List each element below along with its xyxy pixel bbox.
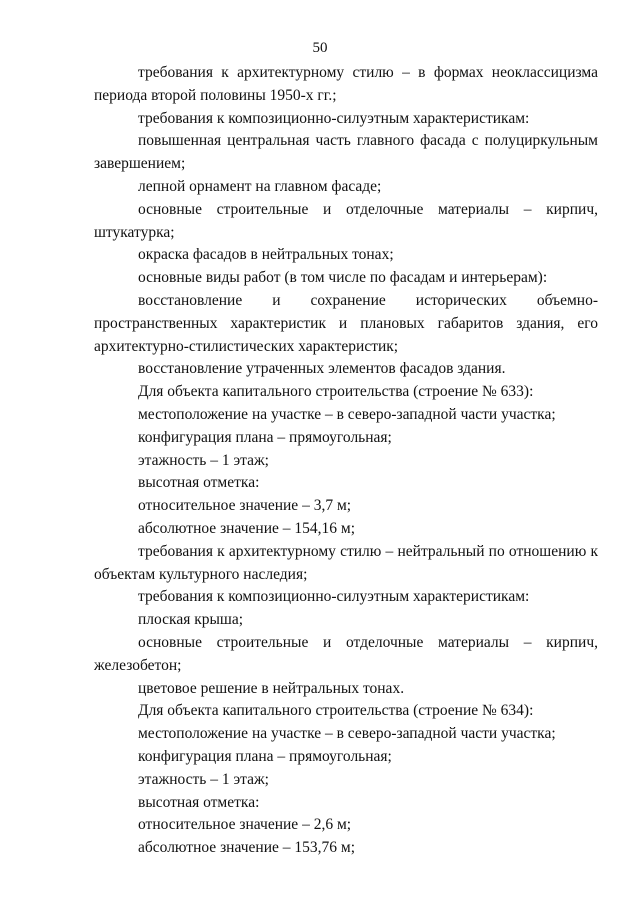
paragraph: относительное значение – 3,7 м; [138,497,352,515]
paragraph: Для объекта капитального строительства (строение № 633): [138,383,534,401]
page-number: 50 [312,40,328,56]
paragraph: местоположение на участке – в северо-западной части участка; [138,405,556,423]
paragraph: требования к композиционно-силуэтным характеристикам: [138,109,530,127]
paragraph: окраска фасадов в нейтральных тонах; [138,246,394,264]
paragraph: требования к композиционно-силуэтным характеристикам: [138,588,530,606]
paragraph: восстановление и сохранение исторических объемно-пространственных характеристик и плановых габаритов здания, его архитектурно-стилистических характеристик; [94,291,598,355]
paragraph: основные строительные и отделочные материалы – кирпич, штукатурка; [94,200,598,241]
paragraph: относительное значение – 2,6 м; [138,816,352,834]
paragraph: конфигурация плана – прямоугольная; [138,428,392,446]
paragraph: высотная отметка: [138,474,260,492]
paragraph: этажность – 1 этаж; [138,770,269,788]
paragraph: основные строительные и отделочные материалы – кирпич, железобетон; [94,633,598,674]
paragraph: конфигурация плана – прямоугольная; [138,747,392,765]
paragraph: восстановление утраченных элементов фасадов здания. [138,360,506,378]
paragraph: абсолютное значение – 153,76 м; [138,839,355,857]
paragraph: лепной орнамент на главном фасаде; [138,177,382,195]
paragraph: плоская крыша; [138,611,244,629]
paragraph: требования к архитектурному стилю – в формах неоклассицизма периода второй половины 1950-х гг.; [94,64,598,104]
document-body [94,62,598,860]
paragraph: этажность – 1 этаж; [138,451,269,469]
paragraph: требования к архитектурному стилю – нейтральный по отношению к объектам культурного наследия; [94,542,598,583]
paragraph: основные виды работ (в том числе по фасадам и интерьерам): [138,269,548,287]
paragraph: абсолютное значение – 154,16 м; [138,519,355,537]
paragraph: Для объекта капитального строительства (строение № 634): [138,702,534,720]
paragraph: цветовое решение в нейтральных тонах. [138,679,405,697]
paragraph: высотная отметка: [138,793,260,811]
paragraph: местоположение на участке – в северо-западной части участка; [138,725,556,743]
paragraph: повышенная центральная часть главного фасада с полуциркульным завершением; [94,132,598,173]
